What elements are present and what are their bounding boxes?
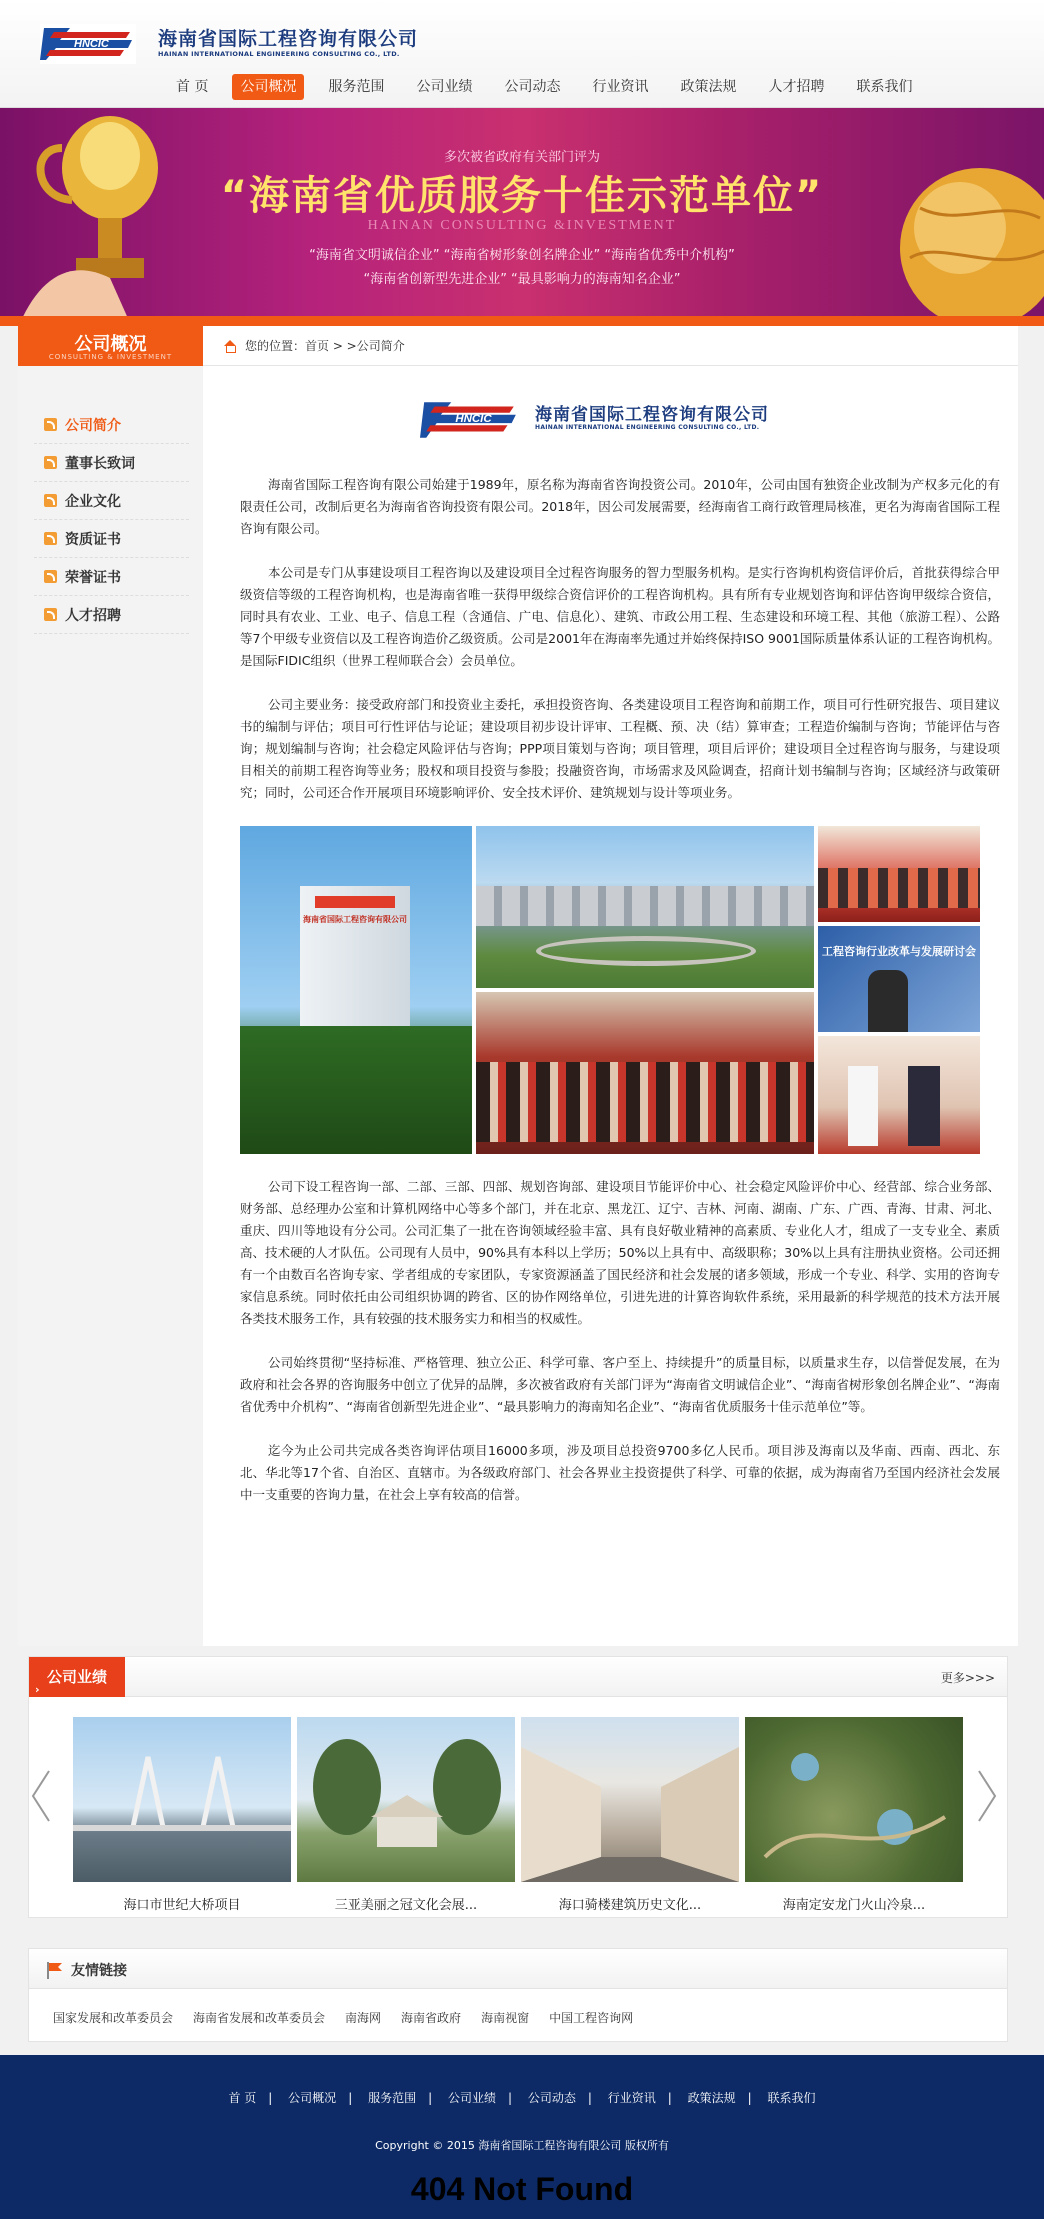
- nav-item-policy[interactable]: 政策法规: [680, 79, 737, 95]
- error-404-text: 404 Not Found: [410, 2171, 634, 2207]
- rss-icon: [44, 608, 57, 621]
- sidebar-item-recruitment[interactable]: [34, 596, 189, 634]
- banner-top-line: 多次被省政府有关部门评为: [443, 150, 600, 165]
- friend-links-list: [53, 2009, 653, 2026]
- logo-mark-text: HNCIC: [74, 38, 109, 50]
- photo-conference-meeting: [476, 992, 814, 1154]
- banner-honors-line-1: “海南省文明诚信企业” “海南省树形象创名牌企业” “海南省优秀中介机构”: [309, 248, 735, 263]
- article-paragraph: 公司下设工程咨询一部、二部、三部、四部、规划咨询部、建设项目节能评价中心、社会稳定风险评价中心、经营部、综合业务部、财务部、总经理办公室和计算机网络中心等多个部门，并在北京、黑龙江、辽宁、吉林、河南、湖南、广东、广西、青海、甘肃、河北、重庆、四川等地设有分公司。公司汇集了一批在咨询领域经验丰富、具有良好敬业精神的高素质、专业化人才，组成了一支专业全、素质高、技术硬的人才队伍。公司现有人员中，90%具有本科以上学历；50%以上具有中、高级职称；30%以上具有注册执业资格。公司还拥有一个由数百名咨询专家、学者组成的专家团队，专家资源涵盖了国民经济和社会发展的诸多领域，形成一个专业、科学、实用的咨询专家信息系统。同时依托由公司组织协调的跨省、区的协作网络单位，引进先进的计算咨询软件系统，采用最新的科学规范的技术方法开展各类技术服务工作，具有较强的技术服务实力和相当的权威性。: [240, 1179, 1000, 1326]
- hncic-logo-mark: [420, 396, 520, 444]
- chevron-right-icon: ›: [35, 1683, 40, 1696]
- photo-collage: [240, 826, 980, 1156]
- project-card[interactable]: [745, 1717, 963, 1913]
- article-paragraph: 公司主要业务：接受政府部门和投资业主委托，承担投资咨询、各类建设项目工程咨询和前期工作，项目可行性研究报告、项目建议书的编制与评估；项目可行性评估与论证；建设项目初步设计评审、工程概、预、决（结）算审查；工程造价编制与咨询；节能评估与咨询；规划编制与咨询；社会稳定风险评估与咨询；PPP项目策划与咨询；项目管理，项目后评价；建设项目全过程咨询与服务，与建设项目相关的前期工程咨询等业务；股权和项目投资与参股；投融资咨询，市场需求及风险调查，招商计划书编制与咨询；区域经济与政策研究；同时，公司还合作开展项目环境影响评价、安全技术评价、建筑规划与设计等项业务。: [240, 697, 1000, 800]
- project-card[interactable]: [73, 1717, 291, 1913]
- site-header: [0, 0, 1044, 108]
- accent-band: [0, 316, 1044, 326]
- nav-item-services[interactable]: 服务范围: [328, 79, 385, 95]
- project-caption: 三亚美丽之冠文化会展...: [334, 1898, 478, 1913]
- banner-honors-line-2: “海南省创新型先进企业” “最具影响力的海南知名企业”: [363, 272, 681, 287]
- friend-link-cnaec[interactable]: 中国工程咨询网: [549, 2011, 634, 2025]
- article-paragraph: 公司始终贯彻“坚持标准、严格管理、独立公正、科学可靠、客户至上、持续提升”的质量目标，以质量求生存，以信誉促发展，在为政府和社会各界的咨询服务中创立了优异的品牌，多次被省政府有关部门评为“海南省文明诚信企业”、“海南省树形象创名牌企业”、“海南省优秀中介机构”、“海南省创新型先进企业”、“最具影响力的海南知名企业”、“海南省优质服务十佳示范单位”等。: [240, 1355, 1000, 1414]
- project-card[interactable]: [297, 1717, 515, 1913]
- sidebar-item-label: 资质证书: [65, 531, 121, 548]
- hncic-logo-mark: [40, 20, 136, 66]
- performance-title: 公司业绩: [47, 1668, 108, 1686]
- project-caption: 海口骑楼建筑历史文化...: [558, 1898, 702, 1913]
- friend-link-hainan-gov[interactable]: 海南省政府: [401, 2011, 462, 2025]
- footer-separator: |: [507, 2091, 513, 2105]
- sidebar-item-label: 人才招聘: [65, 607, 121, 624]
- sidebar-item-chairman[interactable]: [34, 444, 189, 482]
- nav-item-jobs[interactable]: 人才招聘: [768, 79, 825, 95]
- breadcrumb: [203, 326, 1018, 366]
- nav-item-home[interactable]: 首 页: [176, 79, 209, 95]
- sidebar: [18, 326, 203, 1646]
- rss-icon: [44, 494, 57, 507]
- footer-link-industry[interactable]: 行业资讯: [607, 2091, 656, 2105]
- project-caption: 海南定安龙门火山冷泉...: [782, 1898, 926, 1913]
- sidebar-item-label: 董事长致词: [65, 455, 135, 472]
- main-layout: [18, 326, 1018, 1646]
- article-paragraph: 迄今为止公司共完成各类咨询评估项目16000多项，涉及项目总投资9700多亿人民币。项目涉及海南以及华南、西南、西北、东北、华北等17个省、自治区、直辖市。为各级政府部门、社会各界业主投资提供了科学、可靠的依据，成为海南省乃至国内经济社会发展中一支重要的咨询力量，在社会上享有较高的信誉。: [240, 1443, 1000, 1502]
- nav-item-performance[interactable]: 公司业绩: [416, 79, 473, 95]
- footer-link-home[interactable]: 首 页: [228, 2091, 257, 2105]
- friend-link-hainan-drc[interactable]: 海南省发展和改革委员会: [193, 2011, 326, 2025]
- footer-link-services[interactable]: 服务范围: [368, 2091, 417, 2105]
- building-sign: 海南省国际工程咨询有限公司: [303, 915, 407, 924]
- friend-link-nanhai[interactable]: 南海网: [345, 2011, 382, 2025]
- expo-illustration: [297, 1717, 515, 1882]
- sidebar-item-profile[interactable]: [34, 406, 189, 444]
- resort-illustration: [745, 1717, 963, 1882]
- carousel-prev-arrow-icon[interactable]: [31, 1769, 51, 1823]
- footer-link-contact[interactable]: 联系我们: [767, 2091, 816, 2105]
- article-paragraph: 海南省国际工程咨询有限公司始建于1989年，原名称为海南省咨询投资公司。2010年，公司由国有独资企业改制为产权多元化的有限责任公司，改制后更名为海南省咨询投资有限公司。2018年，因公司发展需要，经海南省工商行政管理局核准，更名为海南省国际工程咨询有限公司。: [240, 477, 1000, 536]
- home-icon: [223, 340, 237, 352]
- article-company-name-en: HAINAN INTERNATIONAL ENGINEERING CONSULTING CO., LTD.: [535, 424, 760, 431]
- sidebar-item-qualifications[interactable]: [34, 520, 189, 558]
- photo-forum-speaker: [818, 926, 980, 1032]
- sidebar-menu: [34, 406, 189, 634]
- friend-link-hainan-window[interactable]: 海南视窗: [481, 2011, 530, 2025]
- sidebar-item-culture[interactable]: [34, 482, 189, 520]
- forum-sign: 工程咨询行业改革与发展研讨会: [822, 945, 976, 958]
- company-logo[interactable]: [40, 18, 420, 70]
- project-image-arcade-street: [521, 1717, 739, 1882]
- article-company-name-cn: 海南省国际工程咨询有限公司: [535, 405, 769, 425]
- footer-separator: |: [587, 2091, 592, 2105]
- photo-city-interchange: [476, 826, 814, 988]
- footer-separator: |: [747, 2091, 752, 2105]
- sidebar-item-label: 公司简介: [65, 417, 121, 434]
- sidebar-item-label: 荣誉证书: [65, 569, 121, 586]
- more-link[interactable]: 更多>>>: [940, 1671, 995, 1685]
- performance-header: [29, 1657, 1007, 1697]
- project-card[interactable]: [521, 1717, 739, 1913]
- banner-en-line: HAINAN CONSULTING &INVESTMENT: [367, 218, 677, 233]
- photo-award-ceremony: [818, 826, 980, 922]
- footer-link-overview[interactable]: 公司概况: [288, 2091, 337, 2105]
- performance-tag: [29, 1657, 125, 1697]
- footer-link-policy[interactable]: 政策法规: [687, 2091, 736, 2105]
- photo-headquarters-building: [240, 826, 472, 1154]
- company-name-cn: 海南省国际工程咨询有限公司: [158, 28, 419, 50]
- sidebar-header: [18, 326, 203, 366]
- sidebar-item-honors[interactable]: [34, 558, 189, 596]
- sidebar-item-label: 企业文化: [65, 493, 121, 510]
- footer-link-news[interactable]: 公司动态: [527, 2091, 576, 2105]
- sidebar-subtitle: CONSULTING & INVESTMENT: [48, 353, 173, 361]
- nav-item-news[interactable]: 公司动态: [504, 79, 561, 95]
- sidebar-title: 公司概况: [74, 334, 147, 355]
- rss-icon: [44, 456, 57, 469]
- copyright: Copyright © 2015 海南省国际工程咨询有限公司 版权所有: [375, 2139, 669, 2152]
- project-image-expo: [297, 1717, 515, 1882]
- nav-item-industry[interactable]: 行业资讯: [592, 79, 649, 95]
- carousel-next-arrow-icon[interactable]: [977, 1769, 997, 1823]
- nav-item-contact[interactable]: 联系我们: [856, 79, 913, 95]
- flag-icon: [45, 1961, 63, 1979]
- logo-mark-text: HNCIC: [455, 413, 492, 426]
- footer-link-performance[interactable]: 公司业绩: [447, 2091, 496, 2105]
- footer-separator: |: [428, 2091, 433, 2105]
- company-name-en: HAINAN INTERNATIONAL ENGINEERING CONSULTING CO., LTD.: [158, 50, 400, 58]
- banner-title: “海南省优质服务十佳示范单位”: [220, 173, 824, 219]
- rss-icon: [44, 418, 57, 431]
- bridge-illustration: [73, 1717, 291, 1882]
- footer-separator: |: [667, 2091, 672, 2105]
- main-nav: [168, 74, 936, 102]
- performance-section: [28, 1656, 1008, 1918]
- footer-separator: |: [348, 2091, 353, 2105]
- friend-links-section: [28, 1948, 1008, 2042]
- project-caption: 海口市世纪大桥项目: [123, 1898, 241, 1913]
- rss-icon: [44, 570, 57, 583]
- article-logo: [420, 396, 820, 446]
- project-image-bridge: [73, 1717, 291, 1882]
- nav-item-overview[interactable]: 公司概况: [232, 74, 304, 100]
- article-paragraph: 本公司是专门从事建设项目工程咨询以及建设项目全过程咨询服务的智力型服务机构。是实行咨询机构资信评价后，首批获得综合甲级资信等级的工程咨询机构，也是海南省唯一获得甲级综合资信评价的工程咨询机构。具有所有专业规划咨询和评估咨询甲级综合资信，同时具有农业、工业、电子、信息工程（含通信、广电、信息化）、建筑、市政公用工程、生态建设和环境工程、其他（旅游工程）、公路等7个甲级专业资信以及工程咨询造价乙级资质。公司是2001年在海南率先通过并始终保持ISO 9001国际质量体系认证的工程咨询机构。是国际FIDIC组织（世界工程师联合会）会员单位。: [240, 565, 1000, 668]
- photo-handshake-award: [818, 1036, 980, 1154]
- project-image-volcano-resort: [745, 1717, 963, 1882]
- friend-links-header: [29, 1949, 1007, 1989]
- friend-link-ndrc[interactable]: 国家发展和改革委员会: [53, 2011, 174, 2025]
- article-content: [240, 396, 1000, 1528]
- footer-separator: |: [268, 2091, 273, 2105]
- breadcrumb-text: 您的位置：首页 > >公司简介: [245, 339, 405, 353]
- friend-links-title: 友情链接: [71, 1963, 127, 1979]
- footer-nav: [0, 2089, 1044, 2106]
- street-illustration: [521, 1717, 739, 1882]
- hero-banner: [0, 108, 1044, 323]
- rss-icon: [44, 532, 57, 545]
